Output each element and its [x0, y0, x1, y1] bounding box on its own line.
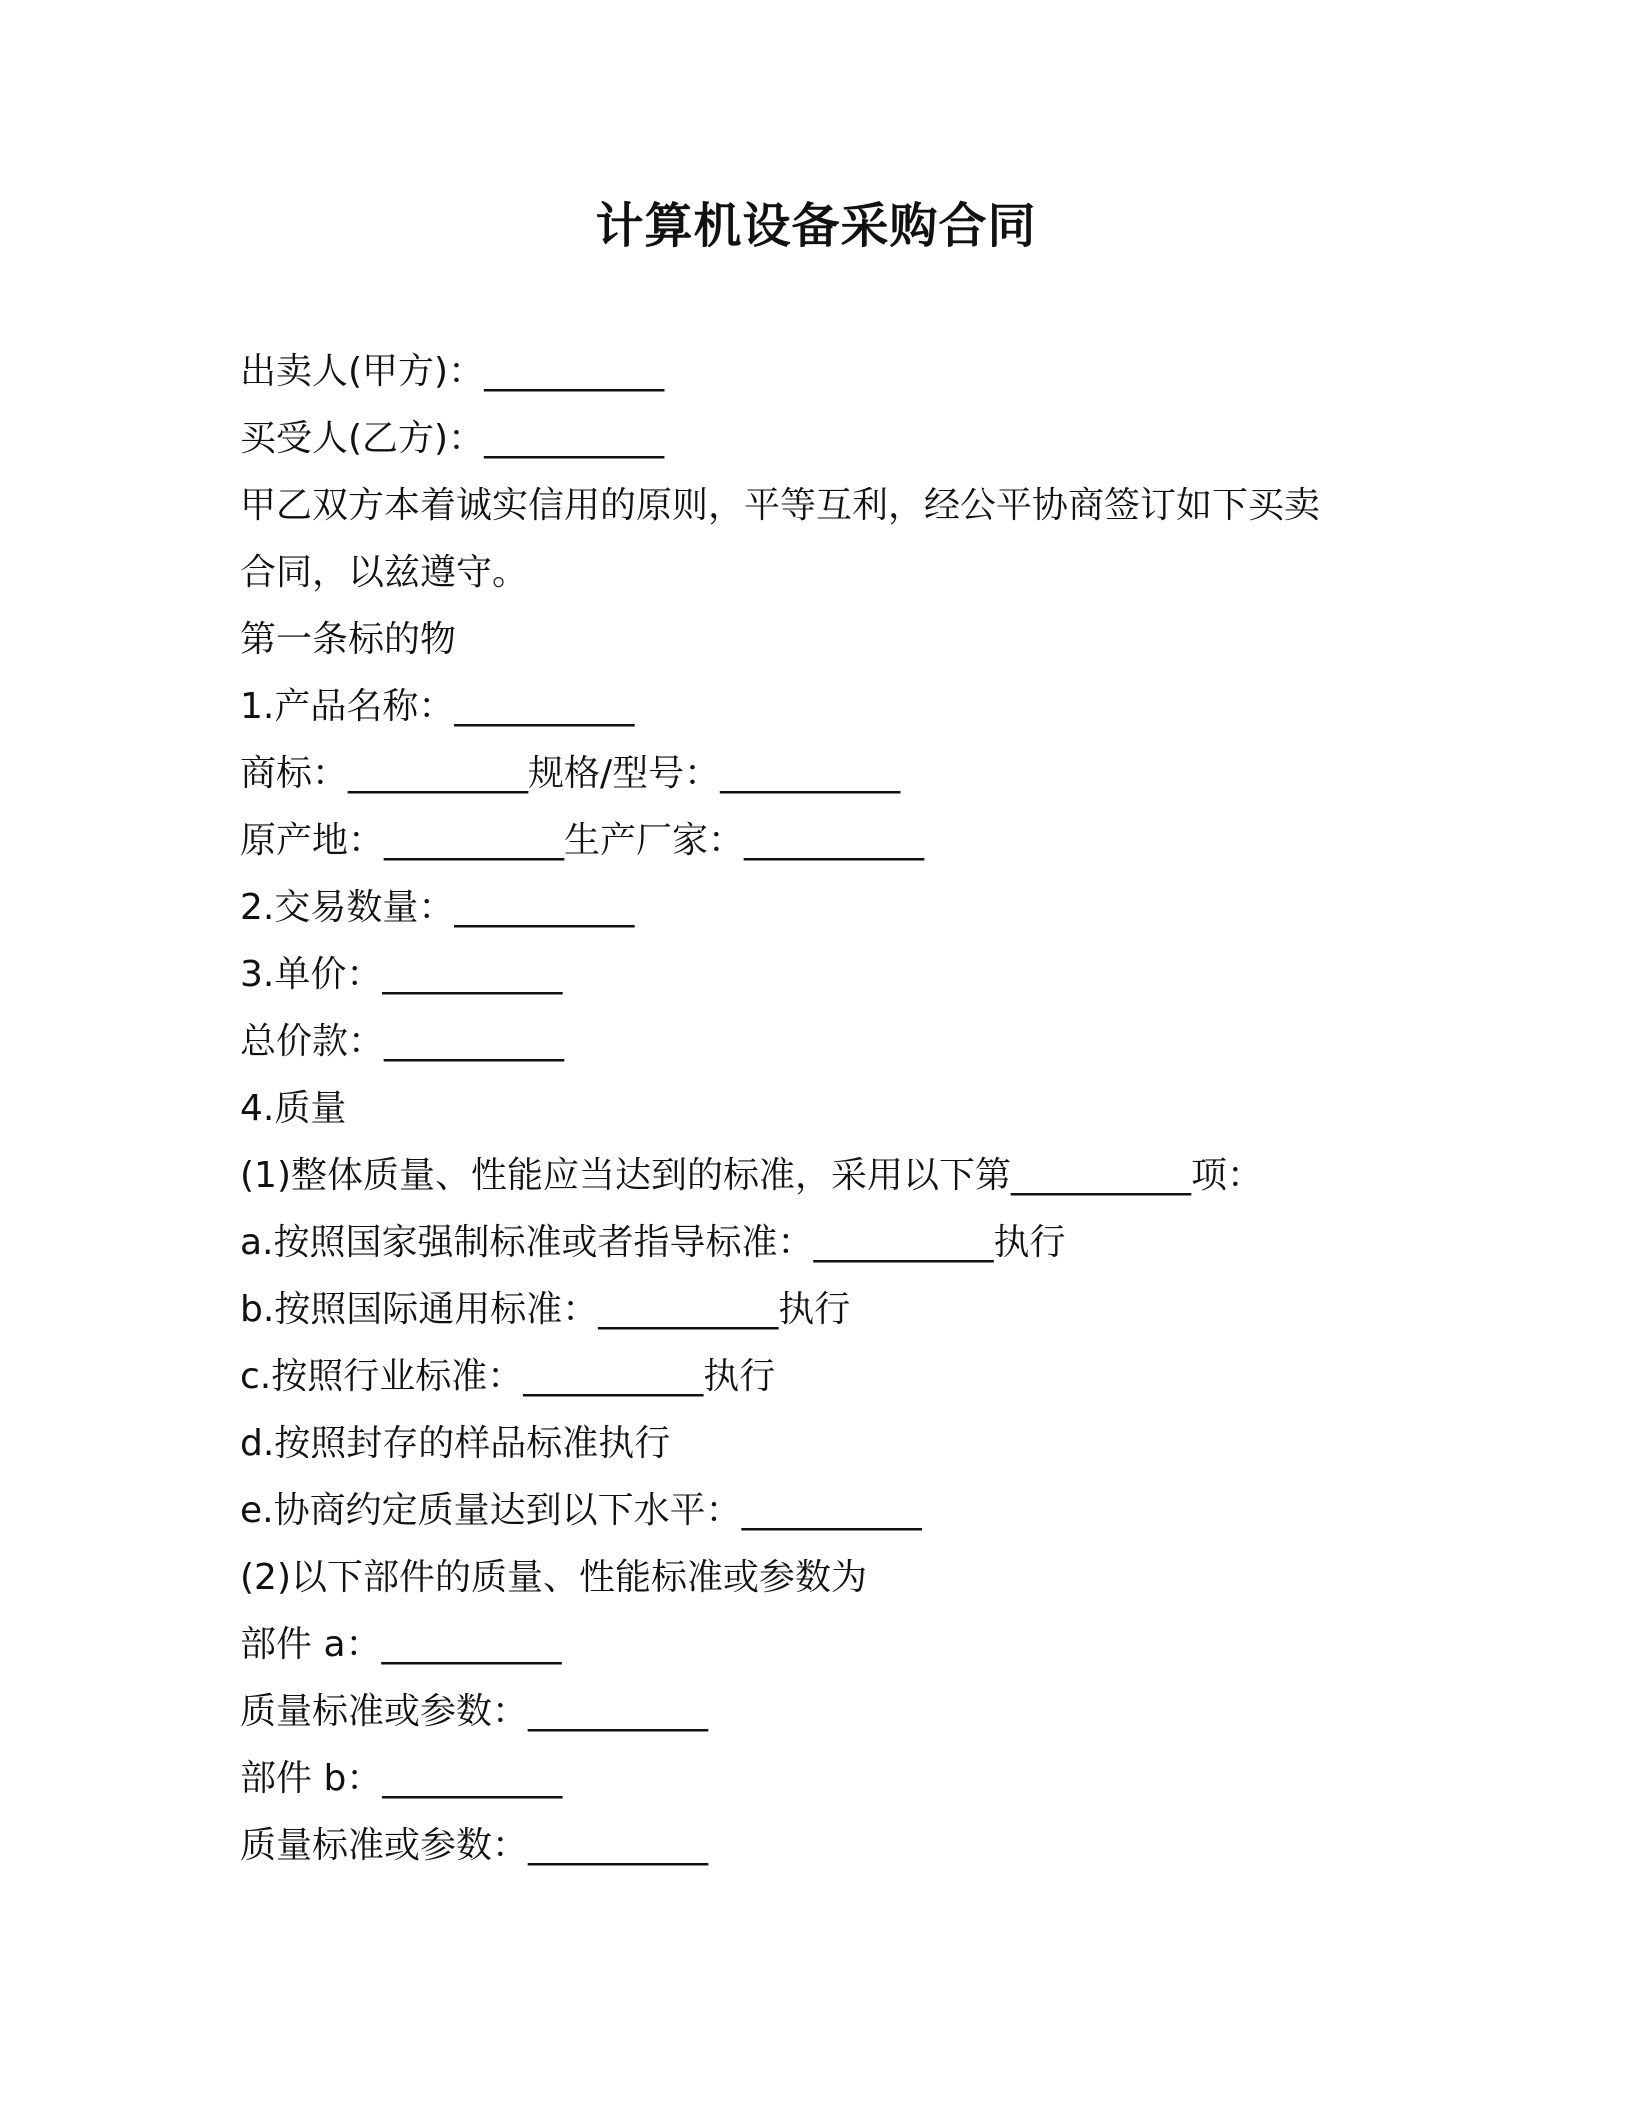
- document-title: 计算机设备采购合同: [595, 198, 1037, 254]
- component-a-standard-line: 质量标准或参数：__________: [240, 1691, 709, 1732]
- component-a-line: 部件 a：__________: [240, 1624, 562, 1665]
- quality-option-e: e.协商约定质量达到以下水平：__________: [240, 1490, 922, 1531]
- quality-option-c: c.按照行业标准：__________执行: [240, 1356, 776, 1397]
- unit-price-line: 3.单价：__________: [240, 954, 563, 995]
- preamble-line-1: 甲乙双方本着诚实信用的原则，平等互利，经公平协商签订如下买卖: [240, 485, 1321, 526]
- quality-option-d: d.按照封存的样品标准执行: [240, 1423, 671, 1464]
- contract-body: [240, 338, 1390, 1879]
- seller-line: 出卖人(甲方)：__________: [240, 351, 665, 392]
- total-price-line: 总价款：__________: [240, 1021, 565, 1062]
- quality-option-b: b.按照国际通用标准：__________执行: [240, 1289, 851, 1330]
- origin-manufacturer-line: 原产地：__________生产厂家：__________: [240, 820, 925, 861]
- quantity-line: 2.交易数量：__________: [240, 887, 635, 928]
- buyer-line: 买受人(乙方)：__________: [240, 418, 665, 459]
- trademark-model-line: 商标：__________规格/型号：__________: [240, 753, 901, 794]
- preamble-line-2: 合同，以兹遵守。: [240, 552, 529, 593]
- article-1-heading: 第一条标的物: [240, 619, 457, 660]
- quality-heading: 4.质量: [240, 1088, 347, 1129]
- product-name-line: 1.产品名称：__________: [240, 686, 635, 727]
- component-b-line: 部件 b：__________: [240, 1758, 563, 1799]
- quality-clause-1: (1)整体质量、性能应当达到的标准，采用以下第__________项：: [240, 1155, 1263, 1196]
- quality-option-a: a.按照国家强制标准或者指导标准：__________执行: [240, 1222, 1066, 1263]
- quality-clause-2: (2)以下部件的质量、性能标准或参数为: [240, 1557, 867, 1598]
- component-b-standard-line: 质量标准或参数：__________: [240, 1825, 709, 1866]
